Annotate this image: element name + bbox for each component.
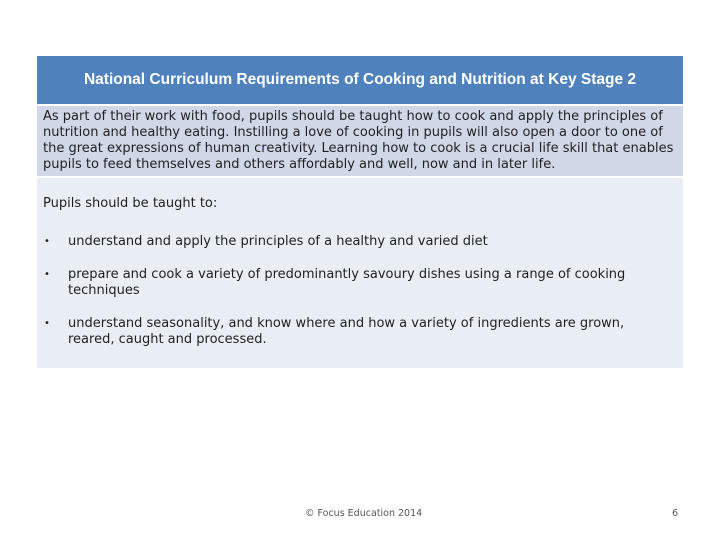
- bullet-icon: •: [44, 318, 50, 329]
- list-item: [43, 267, 677, 299]
- copyright-text: © Focus Education 2014: [305, 508, 423, 519]
- page-number: 6: [671, 508, 678, 519]
- curriculum-table: [37, 56, 683, 368]
- lead-text: Pupils should be taught to:: [43, 196, 218, 211]
- list-item-text: prepare and cook a variety of predominantly savoury dishes using a range of cooking techniques: [68, 267, 626, 298]
- list-item: [43, 234, 677, 250]
- bullet-icon: •: [44, 269, 50, 280]
- footer: [0, 508, 720, 522]
- table-header: [37, 56, 683, 106]
- list-item: [43, 316, 677, 348]
- table-title: National Curriculum Requirements of Cooking and Nutrition at Key Stage 2: [83, 71, 637, 88]
- list-item-text: understand and apply the principles of a healthy and varied diet: [68, 234, 488, 249]
- intro-paragraph: As part of their work with food, pupils should be taught how to cook and apply the principles of nutrition and healthy eating. Instilling a love of cooking in pupils will also open a door to one of the great expressions of human creativity. Learning how to cook is a crucial life skill that enables pupils to feed themselves and others affordably and well, now and in later life.: [37, 106, 683, 178]
- requirements-cell: [37, 178, 683, 368]
- list-item-text: understand seasonality, and know where and how a variety of ingredients are grown, reared, caught and processed.: [68, 316, 625, 347]
- requirements-list: [43, 234, 677, 348]
- bullet-icon: •: [44, 236, 50, 247]
